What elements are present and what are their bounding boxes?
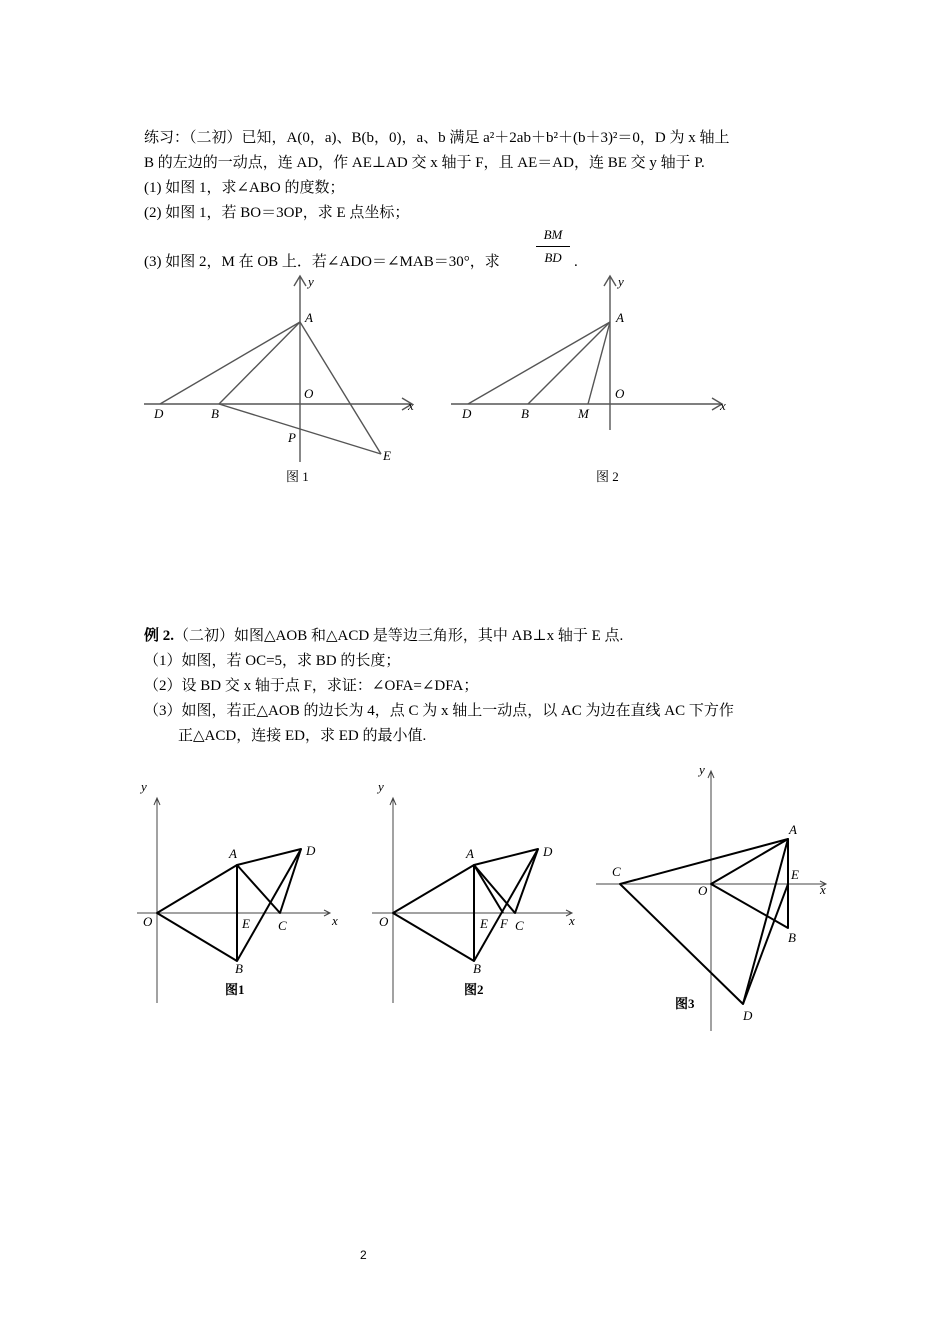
b3-label-e: E: [791, 867, 799, 882]
fig1-caption: 图 1: [286, 469, 309, 484]
b2-label-f: F: [500, 916, 508, 931]
fig2-label-x: x: [720, 398, 726, 413]
b1-label-o: O: [143, 914, 153, 929]
b3-label-a: A: [789, 822, 797, 837]
fraction-denominator: BD: [544, 250, 562, 265]
fig2-label-b: B: [521, 406, 529, 421]
b2-label-y: y: [378, 779, 384, 794]
example2-question-3a: （3）如图，若正△AOB 的边长为 4，点 C 为 x 轴上一动点，以 AC 为边在直线 AC 下方作: [144, 703, 734, 719]
fraction-numerator: BM: [543, 227, 563, 242]
b3-segment-ed: [743, 884, 788, 1004]
fig1-label-e: E: [383, 448, 391, 463]
example2-question-2: （2）设 BD 交 x 轴于点 F，求证：∠OFA=∠DFA；: [144, 678, 479, 694]
fig2-label-d: D: [462, 406, 472, 421]
b2-label-d: D: [543, 844, 553, 859]
b3-triangle-acd: [620, 839, 788, 1004]
b2-label-e: E: [480, 916, 488, 931]
exercise-question-3-end: .: [574, 254, 578, 270]
fig1-label-p: P: [288, 430, 296, 445]
example2-intro: （二初）如图△AOB 和△ACD 是等边三角形，其中 AB⊥x 轴于 E 点.: [174, 628, 624, 644]
b1-label-d: D: [306, 843, 316, 858]
fig2-label-a: A: [616, 310, 624, 325]
fig1-label-d: D: [154, 406, 164, 421]
b2-label-o: O: [379, 914, 389, 929]
fig2-label-y: y: [618, 274, 624, 289]
page-number: 2: [360, 1248, 367, 1262]
b3-label-o: O: [698, 883, 708, 898]
fig1-label-o: O: [304, 386, 314, 401]
b2-label-c: C: [515, 918, 524, 933]
example2-question-3b: 正△ACD，连接 ED，求 ED 的最小值.: [178, 728, 427, 744]
b1-label-x: x: [332, 913, 338, 928]
fig2-caption: 图 2: [596, 469, 619, 484]
fig2-label-o: O: [615, 386, 625, 401]
exercise-line2: B 的左边的一动点，连 AD，作 AE⊥AD 交 x 轴于 F，且 AE＝AD，连 BE 交 y 轴于 P.: [144, 155, 705, 171]
b1-label-c: C: [278, 918, 287, 933]
b3-label-c: C: [612, 864, 621, 879]
b3-label-d: D: [743, 1008, 753, 1023]
fig1-label-y: y: [308, 274, 314, 289]
b2-label-a: A: [466, 846, 474, 861]
b1-caption: 图1: [225, 982, 245, 997]
fig1-label-x: x: [408, 398, 414, 413]
exercise-line1: 练习：（二初）已知，A(0，a)、B(b，0)，a、b 满足 a²＋2ab＋b²＋(b＋3)²＝0，D 为 x 轴上: [144, 130, 730, 146]
exercise-question-3-text: (3) 如图 2，M 在 OB 上．若∠ADO＝∠MAB＝30°，求: [144, 254, 500, 270]
b2-caption: 图2: [464, 982, 484, 997]
b3-label-y: y: [699, 762, 705, 777]
b1-label-b: B: [235, 961, 243, 976]
example2-title: 例 2.: [144, 628, 175, 644]
b1-label-a: A: [229, 846, 237, 861]
b1-label-y: y: [141, 779, 147, 794]
b1-label-e: E: [242, 916, 250, 931]
b2-label-b: B: [473, 961, 481, 976]
exercise-question-1: (1) 如图 1，求∠ABO 的度数；: [144, 180, 345, 196]
fig2-label-m: M: [578, 406, 589, 421]
example2-question-1: （1）如图，若 OC=5，求 BD 的长度；: [144, 653, 401, 669]
b2-label-x: x: [569, 913, 575, 928]
b3-caption: 图3: [675, 996, 695, 1011]
fig1-label-a: A: [305, 310, 313, 325]
b3-label-x: x: [820, 882, 826, 897]
b3-label-b: B: [788, 930, 796, 945]
exercise-question-2: (2) 如图 1，若 BO＝3OP，求 E 点坐标；: [144, 205, 410, 221]
fig1-label-b: B: [211, 406, 219, 421]
